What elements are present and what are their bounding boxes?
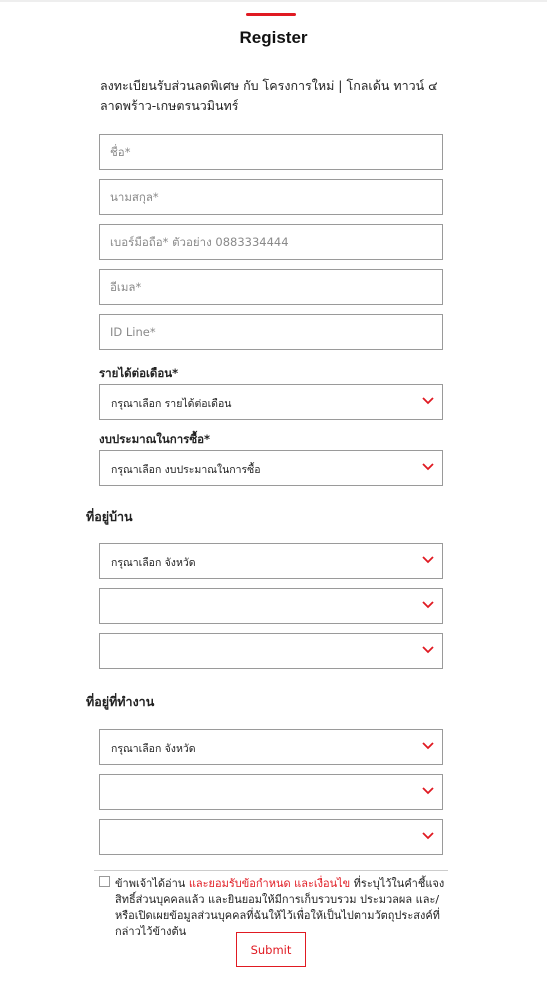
chevron-down-icon [421, 741, 435, 751]
first-name-input[interactable] [100, 135, 442, 169]
top-divider [0, 0, 547, 2]
phone-input[interactable] [100, 225, 442, 259]
terms-link[interactable]: และยอมรับข้อกำหนด และเงื่อนไข [188, 877, 351, 890]
title-accent-bar [246, 13, 296, 16]
chevron-down-icon [421, 462, 435, 472]
line-id-input[interactable] [100, 315, 442, 349]
consent-prefix: ข้าพเจ้าได้อ่าน [115, 877, 189, 890]
budget-select-value: กรุณาเลือก งบประมาณในการซื้อ [111, 464, 261, 476]
chevron-down-icon [421, 786, 435, 796]
email-field[interactable] [99, 269, 443, 305]
submit-button[interactable]: Submit [236, 932, 306, 967]
first-name-field[interactable] [99, 134, 443, 170]
chevron-down-icon [421, 645, 435, 655]
income-label: รายได้ต่อเดือน* [99, 366, 179, 380]
phone-field[interactable] [99, 224, 443, 260]
chevron-down-icon [421, 600, 435, 610]
last-name-field[interactable] [99, 179, 443, 215]
chevron-down-icon [421, 831, 435, 841]
work-address-heading: ที่อยู่ที่ทำงาน [86, 694, 155, 709]
home-address-heading: ที่อยู่บ้าน [86, 509, 133, 524]
home-district-select[interactable] [99, 588, 443, 624]
consent-divider [94, 870, 448, 871]
line-id-field[interactable] [99, 314, 443, 350]
income-select-value: กรุณาเลือก รายได้ต่อเดือน [111, 398, 232, 410]
work-province-select[interactable] [99, 729, 443, 765]
chevron-down-icon [421, 396, 435, 406]
home-subdistrict-select[interactable] [99, 633, 443, 669]
income-select[interactable] [99, 384, 443, 420]
chevron-down-icon [421, 555, 435, 565]
home-province-select[interactable] [99, 543, 443, 579]
budget-select[interactable] [99, 450, 443, 486]
last-name-input[interactable] [100, 180, 442, 214]
email-input[interactable] [100, 270, 442, 304]
consent-suffix: ที่ระบุไว้ในคำชี้แจงสิทธิ์ส่วนบุคคลแล้ว และยินยอมให้มีการเก็บรวบรวม ประมวลผล และ/หรือเปิดเผยข้อมูลส่วนบุคคลที่ฉันให้ไว้เพื่อให้เป็นไปตามวัตถุประสงค์ที่กล่าวไว้ข้างต้น [115, 877, 445, 938]
work-province-value: กรุณาเลือก จังหวัด [111, 743, 196, 755]
consent-checkbox[interactable] [99, 876, 110, 887]
home-province-value: กรุณาเลือก จังหวัด [111, 557, 196, 569]
work-subdistrict-select[interactable] [99, 819, 443, 855]
work-district-select[interactable] [99, 774, 443, 810]
budget-label: งบประมาณในการซื้อ* [99, 432, 211, 446]
intro-text: ลงทะเบียนรับส่วนลดพิเศษ กับ โครงการใหม่ | โกลเด้น ทาวน์ ๔ ลาดพร้าว-เกษตรนวมินทร์ [100, 78, 438, 113]
consent-text [115, 876, 447, 940]
page-title: Register [239, 28, 308, 47]
